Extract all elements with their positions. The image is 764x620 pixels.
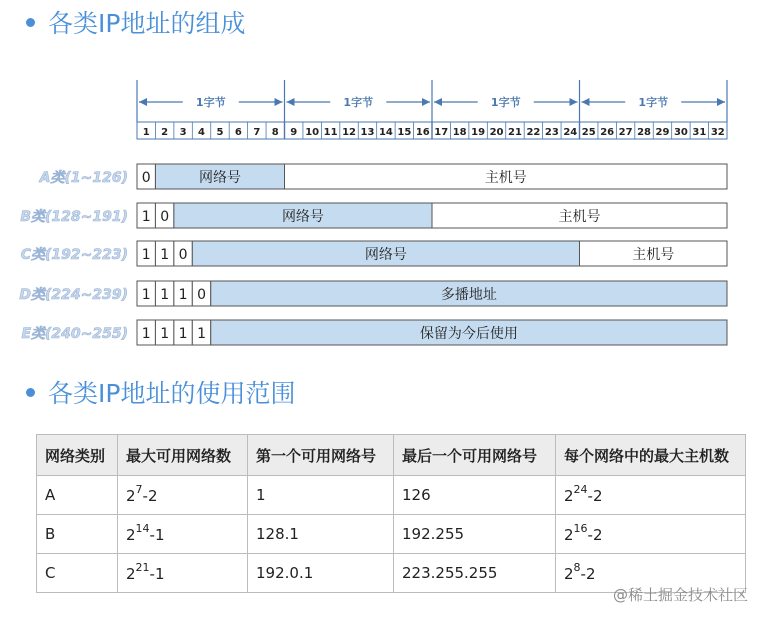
max-hosts-cell: $2^{24}-2$	[556, 476, 746, 515]
arrow-left-icon	[434, 98, 442, 106]
bit-number: 5	[216, 127, 224, 138]
bit-number: 1	[142, 127, 150, 138]
class-label: B类(128~191)	[20, 209, 128, 225]
bit-number: 9	[290, 127, 298, 138]
network-segment-label: 网络号	[198, 170, 241, 186]
bit-number: 3	[179, 127, 187, 138]
bit-number: 8	[271, 127, 279, 138]
byte-label: 1字节	[490, 96, 521, 109]
first-network-cell: 1	[248, 476, 394, 515]
prefix-bit-value: 1	[197, 326, 206, 342]
byte-label: 1字节	[195, 96, 226, 109]
class-cell: A	[37, 476, 118, 515]
prefix-bit-value: 1	[141, 209, 151, 225]
arrow-left-icon	[139, 98, 147, 106]
last-network-cell: 192.255	[394, 515, 556, 554]
header-cell: 最后一个可用网络号	[394, 435, 556, 476]
watermark: @稀土掘金技术社区	[612, 586, 748, 604]
class-cell: B	[37, 515, 118, 554]
header-cell: 第一个可用网络号	[248, 435, 394, 476]
bit-number: 28	[637, 127, 651, 138]
bit-number: 2	[161, 127, 169, 138]
bit-number: 32	[710, 127, 725, 138]
max-networks-cell: $2^{21}-1$	[118, 554, 248, 593]
prefix-bit-value: 0	[141, 170, 151, 186]
bit-number: 29	[655, 127, 670, 138]
class-label: E类(240~255)	[21, 326, 128, 342]
bit-number: 23	[544, 127, 559, 138]
host-segment-label: 主机号	[632, 247, 675, 263]
table-row	[37, 476, 746, 515]
network-segment-label: 多播地址	[440, 287, 497, 303]
bit-number: 13	[360, 127, 375, 138]
last-network-cell: 223.255.255	[394, 554, 556, 593]
arrow-right-icon	[422, 98, 430, 106]
last-network-cell: 126	[394, 476, 556, 515]
section-title-ranges	[26, 374, 295, 410]
header-cell: 最大可用网络数	[118, 435, 248, 476]
class-label: A类(1~126)	[39, 170, 128, 186]
first-network-cell: 192.0.1	[248, 554, 394, 593]
max-networks-cell: $2^7-2$	[118, 476, 248, 515]
network-segment-label: 网络号	[281, 209, 324, 225]
bit-number: 30	[673, 127, 688, 138]
max-hosts-cell: $2^8-2$	[556, 554, 746, 593]
byte-label: 1字节	[638, 96, 669, 109]
bit-number: 18	[452, 127, 467, 138]
prefix-bit-value: 1	[178, 326, 188, 342]
byte-label: 1字节	[343, 96, 374, 109]
arrow-left-icon	[582, 98, 590, 106]
arrow-right-icon	[570, 98, 578, 106]
prefix-bit-value: 1	[141, 326, 151, 342]
bit-number: 26	[600, 127, 615, 138]
prefix-bit-value: 1	[141, 247, 151, 263]
host-segment-label: 主机号	[558, 209, 601, 225]
network-segment-label: 保留为今后使用	[419, 326, 518, 342]
bit-number: 14	[378, 127, 393, 138]
bit-number: 11	[323, 127, 338, 138]
network-segment-label: 网络号	[364, 247, 407, 263]
prefix-bit-value: 1	[160, 326, 170, 342]
bit-number: 31	[692, 127, 707, 138]
arrow-left-icon	[287, 98, 295, 106]
class-cell: C	[37, 554, 118, 593]
max-networks-cell: $2^{14}-1$	[118, 515, 248, 554]
bit-number: 7	[253, 127, 261, 138]
max-hosts-cell: $2^{16}-2$	[556, 515, 746, 554]
bit-number: 15	[397, 127, 412, 138]
host-segment-label: 主机号	[484, 170, 527, 186]
bit-number: 24	[563, 127, 578, 138]
class-label: C类(192~223)	[20, 247, 128, 263]
table-header-row	[37, 435, 746, 476]
ip-range-table	[36, 434, 746, 593]
bit-number: 19	[471, 127, 486, 138]
bit-number: 20	[489, 127, 504, 138]
bit-number: 4	[198, 127, 206, 138]
bit-number: 27	[618, 127, 633, 138]
bit-number: 22	[526, 127, 541, 138]
header-cell: 网络类别	[37, 435, 118, 476]
arrow-right-icon	[275, 98, 283, 106]
first-network-cell: 128.1	[248, 515, 394, 554]
bit-number: 21	[508, 127, 522, 138]
prefix-bit-value: 0	[160, 209, 170, 225]
section-title-text: 各类IP地址的使用范围	[48, 379, 296, 408]
header-cell: 每个网络中的最大主机数	[556, 435, 746, 476]
prefix-bit-value: 1	[141, 287, 151, 303]
section-title-text: 各类IP地址的组成	[48, 9, 246, 38]
bit-number: 6	[234, 127, 242, 138]
bit-number: 12	[342, 127, 356, 138]
arrow-right-icon	[717, 98, 725, 106]
prefix-bit-value: 1	[160, 247, 170, 263]
bit-number: 16	[415, 127, 430, 138]
bullet-icon	[26, 388, 35, 397]
table-row	[37, 515, 746, 554]
prefix-bit-value: 0	[178, 247, 188, 263]
class-label: D类(224~239)	[19, 287, 128, 303]
bit-number: 25	[581, 127, 596, 138]
prefix-bit-value: 1	[160, 287, 170, 303]
prefix-bit-value: 0	[197, 287, 206, 303]
bit-number: 17	[434, 127, 449, 138]
prefix-bit-value: 1	[178, 287, 188, 303]
bit-number: 10	[305, 127, 320, 138]
